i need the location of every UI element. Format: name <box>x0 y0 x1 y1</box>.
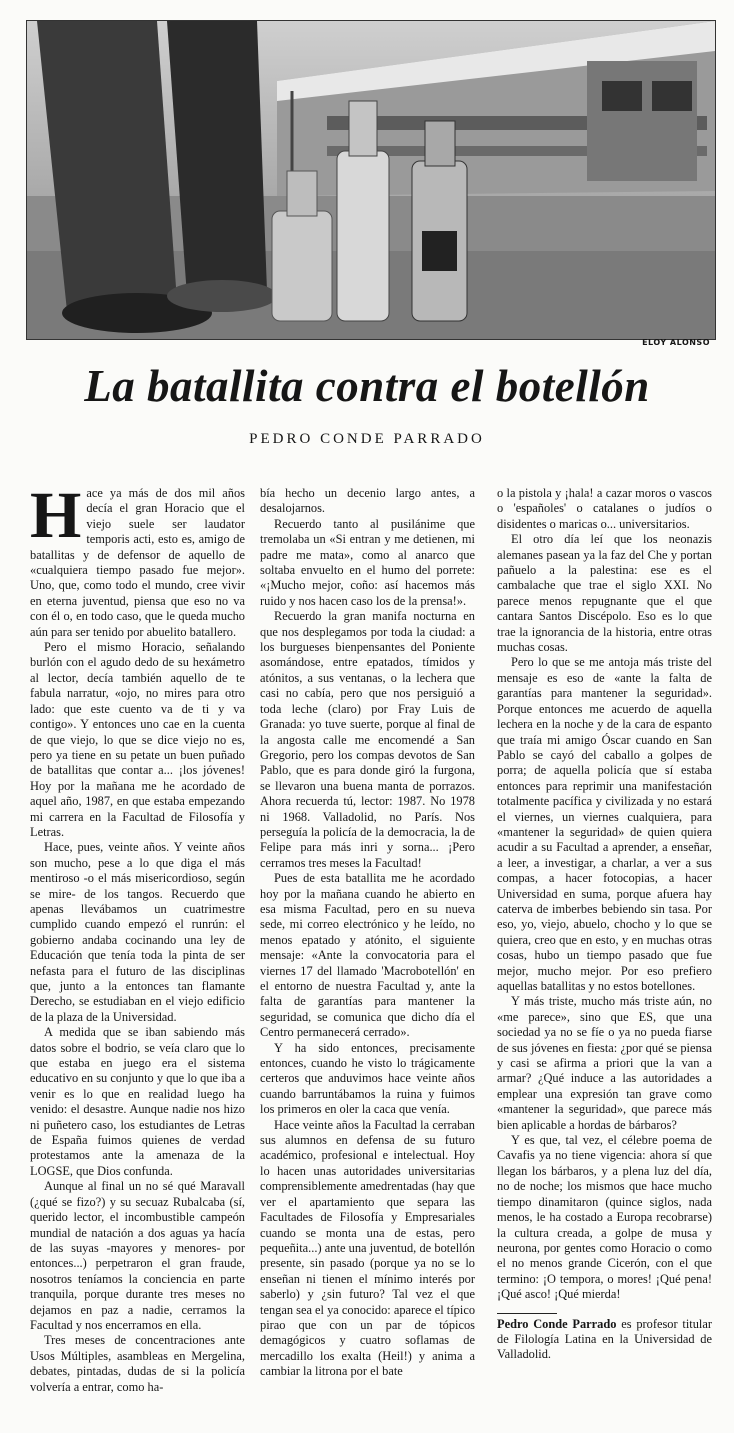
photo-illustration <box>27 21 715 339</box>
paragraph: Y es que, tal vez, el célebre poema de Cavafis ya no tiene vigencia: ahora sí que llegan los bárbaros, y a plena luz del día, no de noche; los mismos que hace mucho tiempo dinamitaron (quince siglos, nada menos, le ha costado a Europa recobrarse) la cultura creada, a golpe de musa y neurona, por gentes como Horacio o como el no menos grande Cicerón, con el que termino: ¡O tempora, o mores! ¡Qué pena! ¡Qué asco! ¡Qué mierda! <box>497 1133 712 1302</box>
paragraph: El otro día leí que los neonazis alemanes pasean ya la faz del Che y portan pañuelo a la palestina: ese es el cambalache que trae el siglo XXI. No parece menos repugnante que el que cantara Santos Discépolo. Eso es lo que trae la ignorancia de la historia, entre otras muchas cosas. <box>497 532 712 655</box>
article-title: La batallita contra el botellón <box>84 361 650 411</box>
author-bio <box>497 1317 712 1363</box>
paragraph: Hace, pues, veinte años. Y veinte años son mucho, pese a lo que diga el más mentiroso -o el más misericordioso, según se mire- de los tangos. Recuerdo que apenas llevábamos un cuatrimestre cumplido cuando empezó el runrún: el gobierno andaba cocinando una ley de Educación que tenía toda la pinta de ser nefasta para el futuro de las disciplinas que, junto a la entonces tan flamante Derecho, se estudiaban en el viejo edificio de la plaza de la Universidad. <box>30 840 245 1024</box>
paragraph: Hace ya más de dos mil años decía el gran Horacio que el viejo suele ser laudator temporis acti, esto es, amigo de batallitas y de defensor de aquello de «cualquiera tiempo pasado fue mejor». Uno, que, como todo el mundo, cree vivir en eterna juventud, piensa que eso no va con él o, en todo caso, que le queda mucho aún para ser tenido por abuelito batallero. <box>30 479 245 639</box>
paragraph: Aunque al final un no sé qué Maravall (¿qué se fizo?) y su secuaz Rubalcaba (sí, querido lector, el incombustible campeón mundial de natación a dos aguas ya hacía de las suyas -mayores y menores- por entonces...) perpetraron el gran fraude, nosotros teníamos la conciencia en parte tranquila, porque durante tres meses no dejamos en paz a nadie, cerramos la Facultad y nos encerramos en ella. <box>30 1179 245 1332</box>
paragraph: Pero el mismo Horacio, señalando burlón con el agudo dedo de su hexámetro al lector, decía también aquello de te fabula narratur, «ojo, no mires para otro lado: que este cuento va de ti y va contigo». Y entonces uno cae en la cuenta de que viejo, lo que se dice viejo no es, pero ya tiene en su petate un buen puñado de batallitas que contar a... ¡los jóvenes! Hoy por la mañana me he acordado de aquel año, 1987, en que estaba empezando mi carrera en la Facultad de Filosofía y Letras. <box>30 640 245 839</box>
column-3 <box>497 486 712 1363</box>
article-photo <box>26 20 716 340</box>
author-bio-text: es profesor titular de Filología Latina en la Universidad de Valladolid. <box>497 1316 712 1362</box>
paragraph: Recuerdo la gran manifa nocturna en que nos desplegamos por toda la ciudad: a los burgueses bienpensantes del Poniente asomándose, entre epatados, tímidos y atónitos, a sus ventanas, o la lechera que casi no cabía, pero que nos persiguió a toda leche (claro) por Fray Luis de Granada: yo tuve suerte, porque al final de la angosta calle me encomendé a San Gregorio, pero los compas devotos de San Pablo, que es para donde giró la furgona, se llevaron una buena manta de porrazos. Ahora recuerda tú, lector: 1987. No 1978 ni 1968. Valladolid, no París. Nos perseguía la policía de la democracia, la de Felipe para más inri y sorna... ¡Pero cerramos tres meses la Facultad! <box>260 609 475 870</box>
column-1 <box>30 479 245 1395</box>
paragraph: A medida que se iban sabiendo más datos sobre el bodrio, se veía claro que lo que estaba en juego era el sistema educativo en su conjunto y que lo que iba a venir es lo que en realidad luego ha venido: el desastre. Aunque nadie nos hizo ni puñetero caso, los estudiantes de Letras de España fuimos quienes de verdad protestamos ante la amenaza de la LOGSE, que Dios confunda. <box>30 1025 245 1178</box>
photo-credit: ELOY ALONSO <box>642 338 710 347</box>
signature-rule <box>497 1313 557 1314</box>
paragraph: bía hecho un decenio largo antes, a desalojarnos. <box>260 486 475 516</box>
author-bio-name: Pedro Conde Parrado <box>497 1316 617 1331</box>
drop-cap: H <box>30 479 82 552</box>
paragraph: Tres meses de concentraciones ante Usos Múltiples, asambleas en Mergelina, debates, pintadas, dudas de si la policía volvería a entrar, como ha- <box>30 1333 245 1394</box>
paragraph: Y más triste, mucho más triste aún, no «me parece», sino que ES, que una sociedad ya no se fíe o ya no pueda fiarse de sus jóvenes en fiesta: ¿por qué se piensa y casi se afirma a priori que la van a armar? ¿Qué induce a las autoridades a emplear una expresión tan grave como «mantener la seguridad», que parece más bien aplicable a hordas de bárbaros? <box>497 994 712 1132</box>
paragraph: Pues de esta batallita me he acordado hoy por la mañana cuando he abierto en esa misma Facultad, pero en su nueva sede, mi correo electrónico y he leído, no menos epatado y atónito, el siguiente mensaje: «Ante la convocatoria para el viernes 17 del llamado 'Macrobotellón' en el entorno de nuestra Facultad y, ante la falta de garantías para mantener la seguridad, se comunica que dicho día el Centro permanecerá cerrado». <box>260 871 475 1040</box>
paragraph: Y ha sido entonces, precisamente entonces, cuando he visto lo trágicamente certeros que anduvimos hace veinte años cuando barruntábamos la ruina y fuimos los primeros en oler la caca que venía. <box>260 1040 475 1117</box>
column-2 <box>260 486 475 1380</box>
paragraph: Recuerdo tanto al pusilánime que tremolaba un «Si entran y me detienen, mi padre me mata», como al anarco que soltaba envuelto en el humo del porrete: «¡Mucho mejor, coño: así hacemos más ruido y nos hacen caso los de la prensa!». <box>260 516 475 608</box>
article-byline: PEDRO CONDE PARRADO <box>249 431 485 447</box>
paragraph: o la pistola y ¡hala! a cazar moros o vascos o 'españoles' o catalanes o judíos o disidentes o maricas o... universitarios. <box>497 486 712 531</box>
paragraph: Pero lo que se me antoja más triste del mensaje es eso de «ante la falta de garantías para mantener la seguridad». Porque entonces me acuerdo de aquella lechera en la noche y de la cara de espanto que traía mi amigo Óscar cuando en San Pablo se cayó del caballo a golpes de porra; de aquella policía que sí estaba entonces para reprimir una manifestación totalmente pacífica y civilizada y no estará el viernes, un viernes cualquiera, para «mantener la seguridad» de quien quiera acudir a su Facultad a aprender, a enseñar, a leer, a investigar, a charlar, a ver a sus compas, a hacer fotocopias, a hacer Universidad en suma, porque afuera hay caterva de imberbes bebiendo sin tasa. Por eso, yo, viejo, abuelo, chocho y lo que se quiera, creo que en esto, y en muchas otras cosas, hubo un tiempo pasado que fue mejor, mucho mejor. Por eso prefiero aquellas batallitas y no estos botellones. <box>497 655 712 993</box>
paragraph: Hace veinte años la Facultad la cerraban sus alumnos en defensa de su futuro académico, profesional e intelectual. Hoy lo hacen unas autoridades universitarias comprensiblemente amedrentadas (hay que ver el apartamiento que separa las Facultades de Filosofía y Empresariales cuando se monta una de estas, pero pequeñita...) ante una juventud, de botellón presente, sin pasado (porque ya no se lo enseñan ni tienen el mínimo interés por saberlo) y ¿sin futuro? Tal vez el que tengan sea el ya conocido: aparece el típico pirao que con un par de tópicos demagógicos y cuatro soflamas de mercadillo los exalta (Heil!) y anima a cambiar la litrona por el bate <box>260 1117 476 1379</box>
